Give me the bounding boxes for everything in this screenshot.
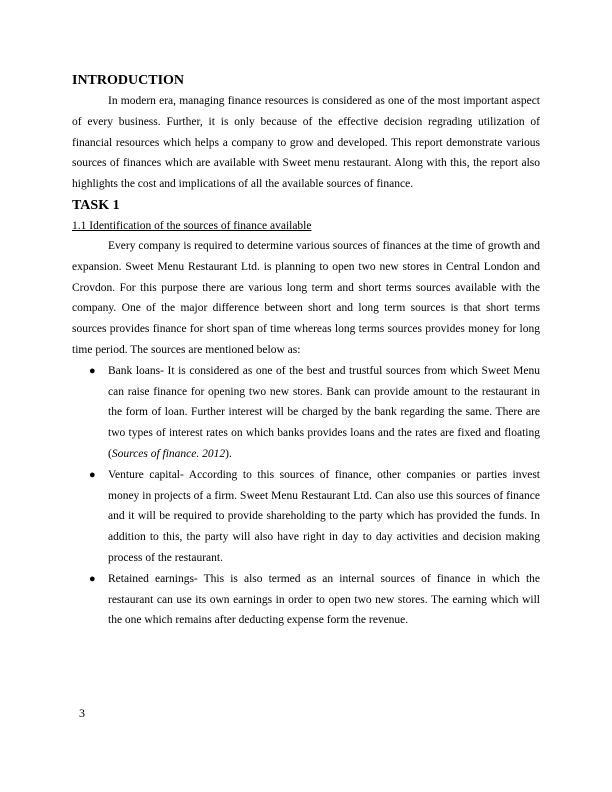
introduction-paragraph: In modern era, managing finance resources is considered as one of the most important aspect of every business. Further, it is only because of the effective decision regrading utilization of financial resources which helps a company to grow and developed. This report demonstrate various sources of finances which are available with Sweet menu restaurant. Along with this, the report also highlights the cost and implications of all the available sources of finance. (72, 95, 540, 191)
task-1-heading: TASK 1 (72, 197, 120, 213)
bank-loans-text: Bank loans- It is considered as one of the best and trustful sources from which Sweet Menu can raise finance for opening two new stores. Bank can provide amount to the restaurant in the form of loan. Further interest will be charged by the bank regarding the same. There are two types of interest rates on which banks provides loans and the rates are fixed and floating ( (108, 364, 540, 460)
venture-capital-text: Venture capital- According to this sources of finance, other companies or parties invest money in projects of a firm. Sweet Menu Restaurant Ltd. Can also use this sources of finance and it will be required to provide shareholding to the party which has provided the funds. In addition to this, the party will also have right in day to day activities and decision making process of the restaurant. (108, 468, 540, 564)
bullet-icon: ● (89, 468, 96, 481)
list-item-bank-loans (89, 361, 540, 465)
introduction-heading: INTRODUCTION (72, 73, 185, 88)
retained-earnings-text: Retained earnings- This is also termed as an internal sources of finance in which the restaurant can use its own earnings in order to open two new stores. The earning which will the one which remains after deducting expense form the revenue. (108, 572, 540, 627)
list-item-retained-earnings (89, 569, 540, 631)
task-1-paragraph: Every company is required to determine various sources of finances at the time of growth and expansion. Sweet Menu Restaurant Ltd. is planning to open two new stores in Central London and Crovdon. For this purpose there are various long term and short terms sources available with the company. One of the major difference between short and long term sources is that short terms sources provides finance for short span of time whereas long terms sources provides money for long time period. The sources are mentioned below as: (72, 239, 540, 356)
list-item-venture-capital (89, 465, 540, 569)
bank-loans-citation-close: ). (225, 447, 232, 460)
page-number: 3 (79, 706, 85, 720)
bullet-icon: ● (89, 364, 96, 377)
page-content (72, 70, 540, 631)
bank-loans-citation: Sources of finance. 2012 (111, 447, 226, 460)
bullet-icon: ● (89, 572, 96, 585)
section-1-1-subheading: 1.1 Identification of the sources of finance available (72, 219, 312, 232)
sources-of-finance-list (72, 361, 540, 631)
